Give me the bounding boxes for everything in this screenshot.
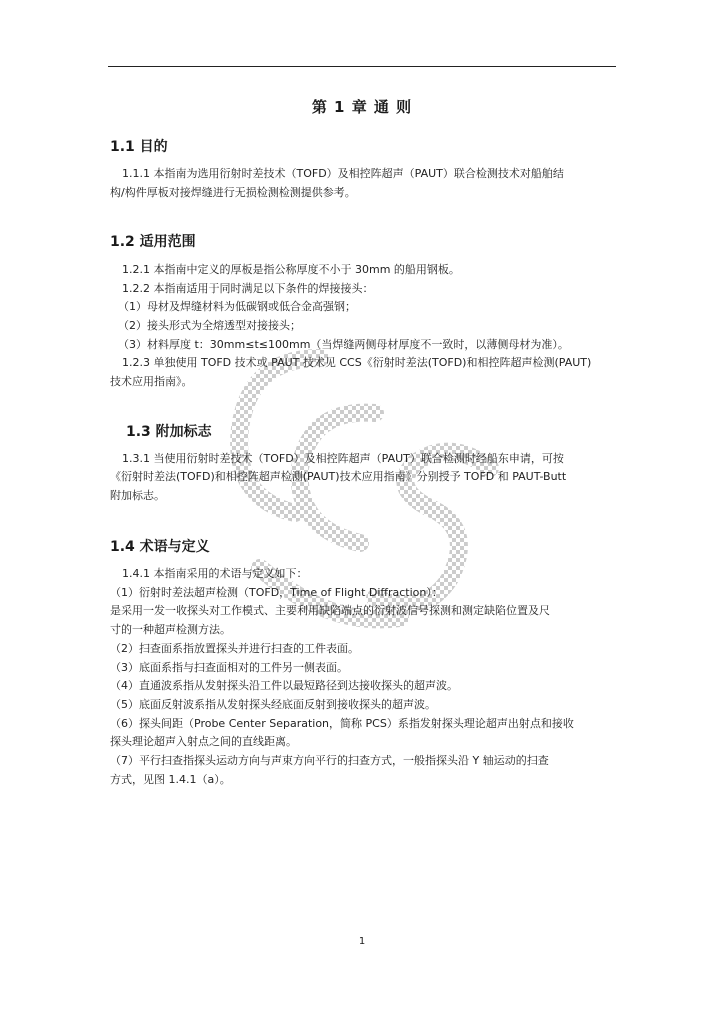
paragraph-line: 探头理论超声入射点之间的直线距离。 [110,735,297,748]
paragraph-line: 是采用一发一收探头对工作模式、主要利用缺陷端点的衍射波信号探测和测定缺陷位置及尺 [110,604,550,617]
paragraph-line: 1.3.1 当使用衍射时差技术（TOFD）及相控阵超声（PAUT）联合检测时经船东申请，可按 [122,452,564,465]
header-rule [108,66,616,67]
section-heading-1-2: 1.2 适用范围 [110,234,196,250]
paragraph-line: 1.4.1 本指南采用的术语与定义如下： [122,567,308,580]
paragraph-line: 1.2.2 本指南适用于同时满足以下条件的焊接接头： [122,282,374,295]
paragraph-line: 构/构件厚板对接焊缝进行无损检测检测提供参考。 [110,186,356,199]
paragraph-line: 寸的一种超声检测方法。 [110,623,231,636]
paragraph-line: 技术应用指南》。 [110,375,193,388]
paragraph-line: （2）接头形式为全熔透型对接接头； [118,319,301,332]
paragraph-line: 1.2.3 单独使用 TOFD 技术或 PAUT 技术见 CCS《衍射时差法(TOFD)和相控阵超声检测(PAUT) [122,356,592,369]
page-number: 1 [358,936,366,947]
paragraph-line: （3）材料厚度 t：30mm≤t≤100mm（当焊缝两侧母材厚度不一致时，以薄侧母材为准）。 [118,338,569,351]
paragraph-line: （2）扫查面系指放置探头并进行扫查的工件表面。 [110,642,359,655]
paragraph-line: （3）底面系指与扫查面相对的工件另一侧表面。 [110,661,348,674]
paragraph-line: （4）直通波系指从发射探头沿工件以最短路径到达接收探头的超声波。 [110,679,458,692]
paragraph-line: （1）衍射时差法超声检测（TOFD，Time of Flight Diffraction）： [110,586,443,599]
paragraph-line: （5）底面反射波系指从发射探头经底面反射到接收探头的超声波。 [110,698,436,711]
paragraph-line: 1.2.1 本指南中定义的厚板是指公称厚度不小于 30mm 的船用钢板。 [122,263,460,276]
paragraph-line: （6）探头间距（Probe Center Separation，简称 PCS）系指发射探头理论超声出射点和接收 [110,717,574,730]
section-heading-1-4: 1.4 术语与定义 [110,539,210,555]
paragraph-line: （7）平行扫查指探头运动方向与声束方向平行的扫查方式，一般指探头沿 Y 轴运动的扫查 [110,754,549,767]
section-heading-1-3: 1.3 附加标志 [126,424,212,440]
paragraph-line: （1）母材及焊缝材料为低碳钢或低合金高强钢； [118,300,356,313]
section-heading-1-1: 1.1 目的 [110,139,168,155]
paragraph-line: 方式，见图 1.4.1（a）。 [110,773,231,786]
chapter-title: 第 1 章 通 则 [311,98,413,116]
paragraph-line: 附加标志。 [110,489,165,502]
paragraph-line: 1.1.1 本指南为选用衍射时差技术（TOFD）及相控阵超声（PAUT）联合检测技术对船舶结 [122,167,564,180]
paragraph-line: 《衍射时差法(TOFD)和相控阵超声检测(PAUT)技术应用指南》分别授予 TOFD 和 PAUT-Butt [110,470,567,483]
